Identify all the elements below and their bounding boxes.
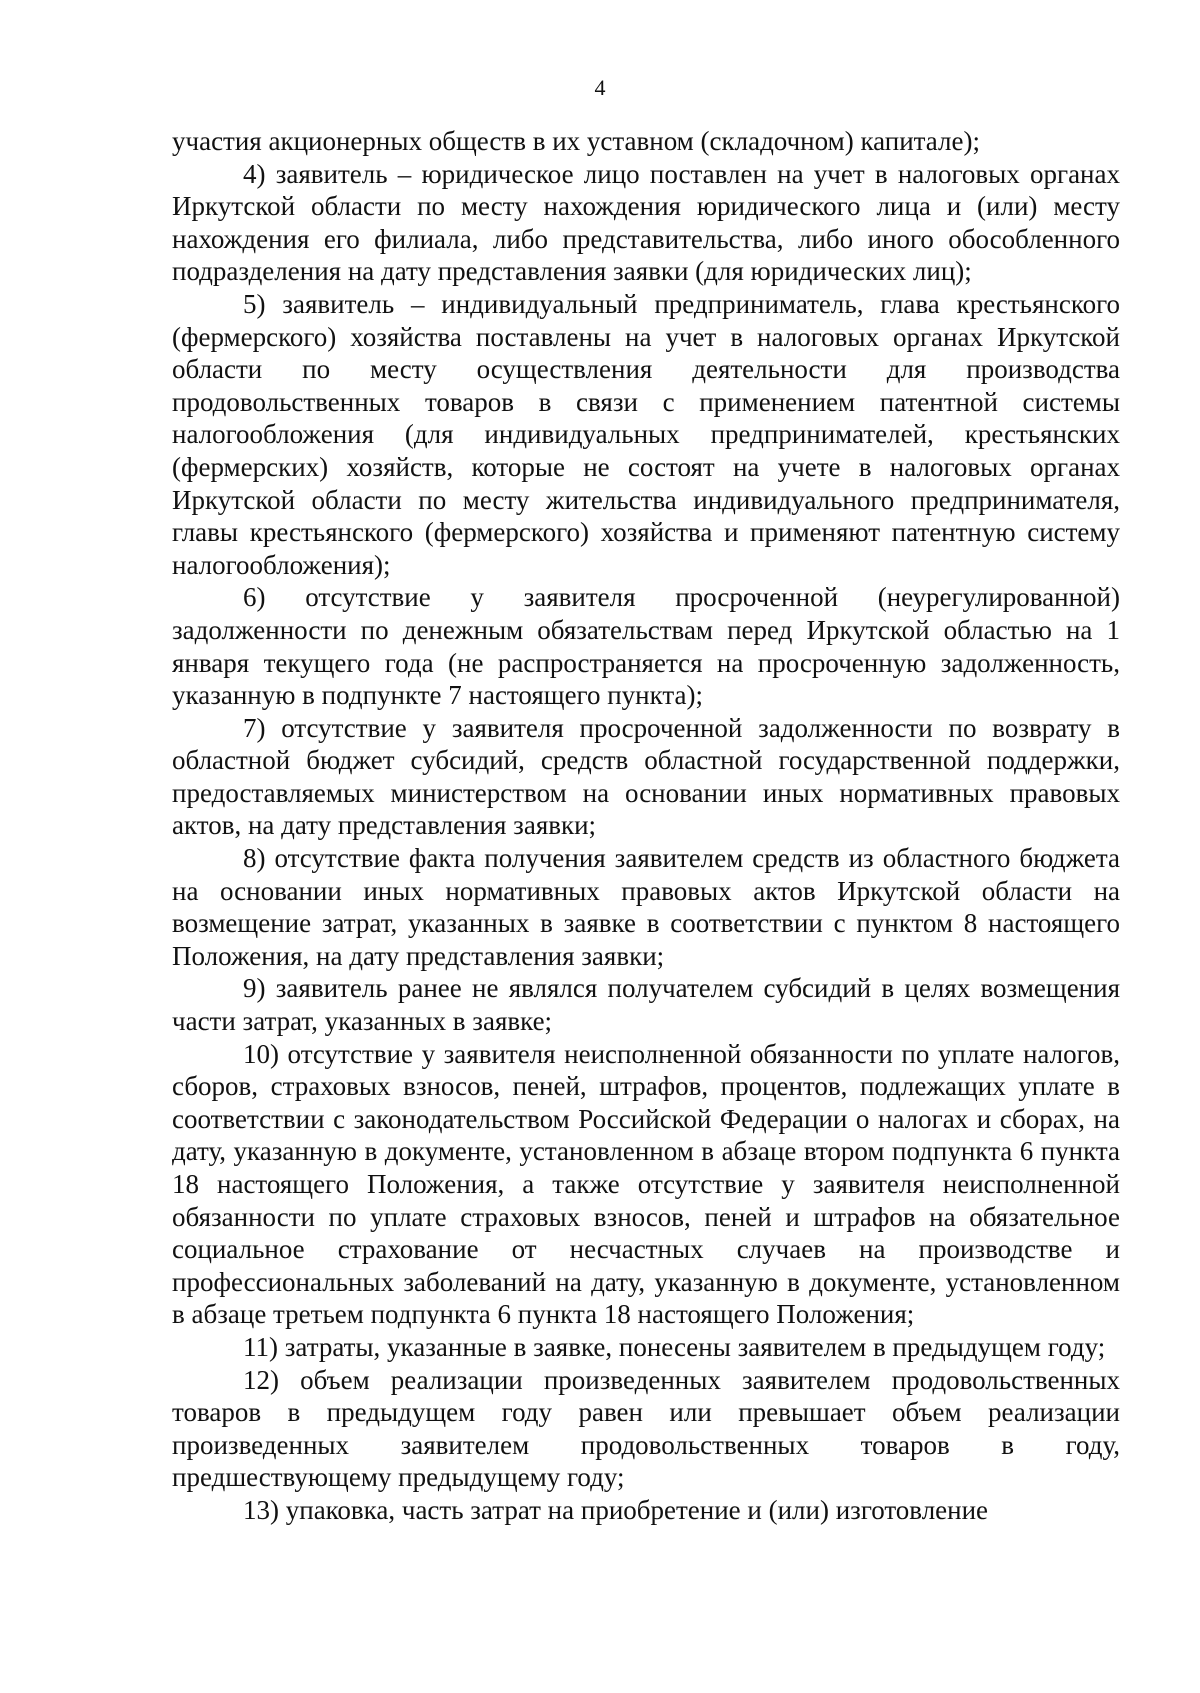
paragraph-item-6: 6) отсутствие у заявителя просроченной (неурегулированной) задолженности по денежным обязательствам перед Иркутской областью на 1 января текущего года (не распространяется на просроченную задолженность, указанную в подпункте 7 настоящего пункта); (172, 582, 1120, 711)
paragraph-continuation: участия акционерных обществ в их уставном (складочном) капитале); (172, 126, 980, 156)
paragraph-item-9: 9) заявитель ранее не являлся получателем субсидий в целях возмещения части затрат, указанных в заявке; (172, 973, 1120, 1037)
paragraph-item-7: 7) отсутствие у заявителя просроченной задолженности по возврату в областной бюджет субсидий, средств областной государственной поддержки, предоставляемых министерством на основании иных нормативных правовых актов, на дату представления заявки; (172, 712, 1120, 841)
paragraph-item-11: 11) затраты, указанные в заявке, понесены заявителем в предыдущем году; (243, 1331, 1106, 1362)
paragraph-item-12: 12) объем реализации произведенных заявителем продовольственных товаров в предыдущем году равен или превышает объем реализации произведенных заявителем продовольственных товаров в году, предшествующему предыдущему году; (172, 1364, 1120, 1493)
page-number: 4 (594, 75, 606, 100)
paragraph-item-4: 4) заявитель – юридическое лицо поставлен на учет в налоговых органах Иркутской области по месту нахождения юридического лица и (или) месту нахождения его филиала, либо представительства, либо иного обособленного подразделения на дату представления заявки (для юридических лиц); (172, 158, 1120, 287)
document-body (172, 125, 1120, 1527)
paragraph-item-13: 13) упаковка, часть затрат на приобретение и (или) изготовление (243, 1494, 989, 1525)
paragraph-item-5: 5) заявитель – индивидуальный предприниматель, глава крестьянского (фермерского) хозяйства поставлены на учет в налоговых органах Иркутской области по месту осуществления деятельности для производства продовольственных товаров в связи с применением патентной системы налогообложения (для индивидуальных предпринимателей, крестьянских (фермерских) хозяйств, которые не состоят на учете в налоговых органах Иркутской области по месту жительства индивидуального предпринимателя, главы крестьянского (фермерского) хозяйства и применяют патентную систему налогообложения); (172, 288, 1120, 580)
paragraph-item-10: 10) отсутствие у заявителя неисполненной обязанности по уплате налогов, сборов, страховых взносов, пеней, штрафов, процентов, подлежащих уплате в соответствии с законодательством Российской Федерации о налогах и сборах, на дату, указанную в документе, установленном в абзаце втором подпункта 6 пункта 18 настоящего Положения, а также отсутствие у заявителя неисполненной обязанности по уплате страховых взносов, пеней и штрафов на обязательное социальное страхование от несчастных случаев на производстве и профессиональных заболеваний на дату, указанную в документе, установленном в абзаце третьем подпункта 6 пункта 18 настоящего Положения; (172, 1038, 1120, 1330)
paragraph-item-8: 8) отсутствие факта получения заявителем средств из областного бюджета на основании иных нормативных правовых актов Иркутской области на возмещение затрат, указанных в заявке в соответствии с пунктом 8 настоящего Положения, на дату представления заявки; (172, 843, 1120, 971)
